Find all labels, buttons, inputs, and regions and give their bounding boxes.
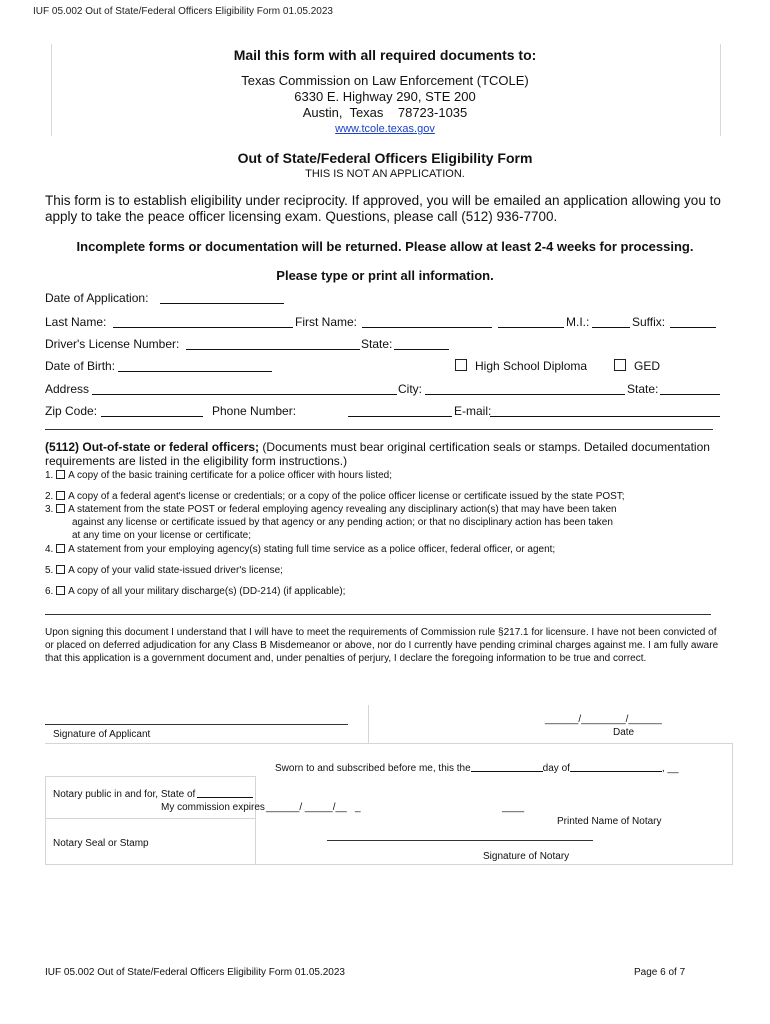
state-field[interactable] xyxy=(660,382,720,395)
notary-state-field[interactable] xyxy=(197,787,253,798)
hs-diploma-checkbox[interactable] xyxy=(455,359,467,371)
date-of-application-label: Date of Application: xyxy=(45,291,149,305)
commission-label: My commission expires xyxy=(161,802,265,813)
legal-statement: Upon signing this document I understand that I will have to meet the requirements of Commission rule §217.1 for licensure. I have not been convicted of or placed on deferred adjudication for any Class B Misdemeanor or above, nor do I currently have pending criminal charges against me. I am fully aware that this application is a government document and, under penalties of perjury, I declare the foregoing information to be true and correct. xyxy=(45,627,719,664)
list-item xyxy=(45,504,617,515)
item-checkbox[interactable] xyxy=(56,470,65,479)
item-text: A copy of a federal agent's license or credentials; or a copy of the police officer license or certificate issued by the state POST; xyxy=(68,491,625,502)
zip-field[interactable] xyxy=(101,404,203,417)
item-number: 3. xyxy=(45,504,54,515)
applicant-signature-label: Signature of Applicant xyxy=(53,729,151,740)
item-number: 1. xyxy=(45,470,54,481)
dob-label: Date of Birth: xyxy=(45,359,116,373)
mail-city: Austin, Texas 78723-1035 xyxy=(302,105,468,120)
date-of-application-field[interactable] xyxy=(160,291,284,304)
notary-left-divider xyxy=(45,776,255,777)
last-name-label: Last Name: xyxy=(45,315,107,329)
mail-org: Texas Commission on Law Enforcement (TCOLE) xyxy=(241,73,529,88)
item-number: 6. xyxy=(45,586,54,597)
first-name-extra-field[interactable] xyxy=(498,315,564,328)
first-name-label: First Name: xyxy=(295,315,358,329)
item-text: A copy of the basic training certificate for a police officer with hours listed; xyxy=(68,470,392,481)
printed-name-label: Printed Name of Notary xyxy=(557,816,662,827)
date-blank[interactable]: ______/________/______ xyxy=(545,714,662,725)
item-continuation: against any license or certificate issued by that agency or any pending action; or that no disciplinary action has been taken xyxy=(72,517,613,528)
section-divider-top xyxy=(45,429,713,430)
city-label: City: xyxy=(398,382,422,396)
phone-field[interactable] xyxy=(348,404,452,417)
item-checkbox[interactable] xyxy=(56,586,65,595)
mail-title: Mail this form with all required documents to: xyxy=(233,47,537,63)
city-field[interactable] xyxy=(425,382,625,395)
list-item xyxy=(45,565,283,576)
item-continuation: at any time on your license or certificate; xyxy=(72,530,251,541)
list-item xyxy=(45,586,345,597)
commission-date-blank[interactable]: ______/ _____/__ _ xyxy=(266,802,361,813)
applicant-signature-line[interactable] xyxy=(45,724,348,725)
item-number: 5. xyxy=(45,565,54,576)
dl-number-label: Driver's License Number: xyxy=(45,337,180,351)
suffix-field[interactable] xyxy=(670,315,716,328)
mi-label: M.I.: xyxy=(566,315,590,329)
section-heading: (5112) Out-of-state or federal officers; xyxy=(45,440,260,454)
item-checkbox[interactable] xyxy=(56,544,65,553)
section-header xyxy=(45,440,735,468)
notary-top-border xyxy=(45,743,732,744)
item-checkbox[interactable] xyxy=(56,504,65,513)
sworn-month-field[interactable] xyxy=(570,762,662,772)
header-form-id: IUF 05.002 Out of State/Federal Officers Eligibility Form 01.05.2023 xyxy=(33,6,333,17)
mail-street: 6330 E. Highway 290, STE 200 xyxy=(294,89,476,104)
item-checkbox[interactable] xyxy=(56,491,65,500)
dl-state-field[interactable] xyxy=(394,337,449,350)
ged-checkbox[interactable] xyxy=(614,359,626,371)
address-field[interactable] xyxy=(92,382,397,395)
list-item xyxy=(45,491,625,502)
item-checkbox[interactable] xyxy=(56,565,65,574)
suffix-label: Suffix: xyxy=(632,315,666,329)
hs-diploma-label: High School Diploma xyxy=(475,359,588,373)
form-title: Out of State/Federal Officers Eligibility Form xyxy=(237,150,533,166)
list-item xyxy=(45,544,555,555)
first-name-field[interactable] xyxy=(362,315,492,328)
sworn-day-field[interactable] xyxy=(471,762,543,772)
footer-form-id: IUF 05.002 Out of State/Federal Officers Eligibility Form 01.05.2023 xyxy=(45,967,345,978)
last-name-field[interactable] xyxy=(113,315,293,328)
zip-label: Zip Code: xyxy=(45,404,98,418)
warning-text: Incomplete forms or documentation will be returned. Please allow at least 2-4 weeks for processing. xyxy=(76,239,694,254)
notary-seal-divider xyxy=(45,818,255,819)
sworn-text xyxy=(275,762,679,774)
sworn-part-a: Sworn to and subscribed before me, this the xyxy=(275,763,471,774)
notary-left-border xyxy=(45,776,46,864)
tcole-link[interactable]: www.tcole.texas.gov xyxy=(335,123,435,135)
item-number: 4. xyxy=(45,544,54,555)
notary-bottom-border xyxy=(45,864,732,865)
item-text: A copy of your valid state-issued driver's license; xyxy=(68,565,283,576)
phone-label: Phone Number: xyxy=(212,404,297,418)
date-label: Date xyxy=(613,727,635,738)
notary-signature-label: Signature of Notary xyxy=(483,851,570,862)
mi-field[interactable] xyxy=(592,315,630,328)
email-label: E-mail: xyxy=(454,404,492,418)
sworn-part-c: , __ xyxy=(661,763,679,774)
notary-right-border xyxy=(732,743,733,865)
notary-state-label: Notary public in and for, State of xyxy=(53,789,196,800)
please-text: Please type or print all information. xyxy=(276,268,494,283)
list-item xyxy=(45,470,392,481)
section-divider-bottom xyxy=(45,614,711,615)
item-text: A statement from your employing agency(s) stating full time service as a police officer, federal officer, or agent; xyxy=(68,544,556,555)
item-number: 2. xyxy=(45,491,54,502)
dl-state-label: State: xyxy=(361,337,393,351)
notary-mid-border xyxy=(255,776,256,864)
item-text: A statement from the state POST or federal employing agency revealing any disciplinary action(s) that may have been taken xyxy=(68,504,617,515)
page-number: Page 6 of 7 xyxy=(634,967,686,978)
state-label: State: xyxy=(627,382,659,396)
item-text: A copy of all your military discharge(s) (DD-214) (if applicable); xyxy=(68,586,346,597)
sworn-part-b: day of xyxy=(542,763,570,774)
intro-text: This form is to establish eligibility under reciprocity. If approved, you will be emailed an application allowing you to apply to take the peace officer licensing exam. Questions, please call (512) 936-7700. xyxy=(45,193,721,224)
ged-label: GED xyxy=(634,359,661,373)
signature-divider xyxy=(368,705,369,743)
section-note: (Documents must bear original certification seals or stamps. Detailed documentation requirements are listed in the eligibility form instructions.) xyxy=(45,440,710,468)
form-subtitle: THIS IS NOT AN APPLICATION. xyxy=(305,168,465,180)
email-field[interactable] xyxy=(490,404,720,417)
printed-name-line[interactable]: ____ xyxy=(502,802,525,813)
dl-number-field[interactable] xyxy=(186,337,360,350)
notary-signature-line[interactable] xyxy=(327,840,593,841)
address-label: Address xyxy=(45,382,90,396)
notary-seal-label: Notary Seal or Stamp xyxy=(53,838,149,849)
dob-field[interactable] xyxy=(118,359,272,372)
